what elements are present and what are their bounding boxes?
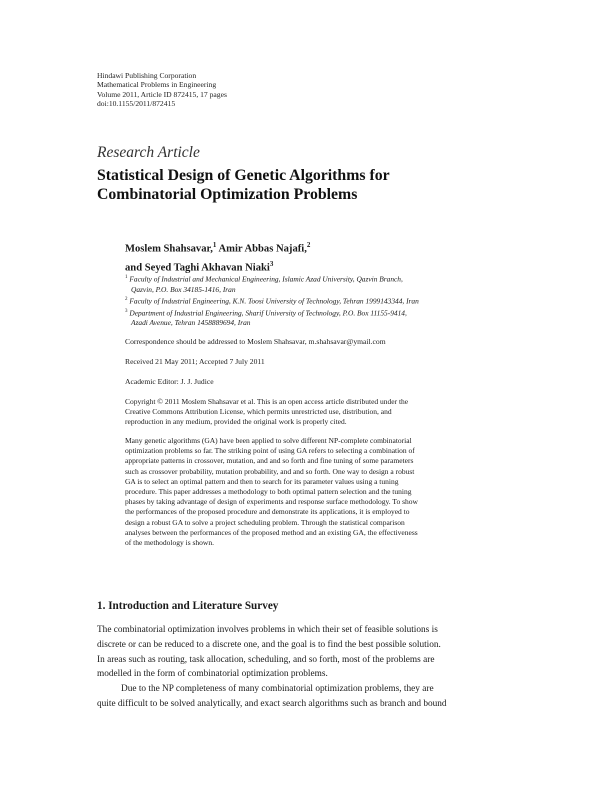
- author-list: [125, 238, 310, 276]
- abstract-line: appropriate patterns in crossover, mutation, and and so forth and fine tuning of some parameters: [125, 456, 414, 466]
- copyright-line: Creative Commons Attribution License, which permits unrestricted use, distribution, and: [125, 407, 392, 417]
- affiliation: [125, 307, 505, 319]
- paper-title: [97, 166, 517, 204]
- journal-header: [97, 71, 227, 109]
- abstract: [125, 436, 503, 548]
- doi: doi:10.1155/2011/872415: [97, 99, 176, 109]
- affiliation: [125, 295, 505, 307]
- affil-text: Faculty of Industrial and Mechanical Engineering, Islamic Azad University, Qazvin Branch,: [129, 274, 403, 284]
- copyright-line: reproduction in any medium, provided the original work is properly cited.: [125, 417, 347, 427]
- abstract-line: the performances of the proposed procedure and demonstrate its applications, it is employed to: [125, 507, 410, 517]
- author-name: Moslem Shahsavar,: [125, 243, 213, 255]
- abstract-line: design a robust GA to solve a project scheduling problem. Through the statistical comparison: [125, 517, 405, 527]
- affil-number: 1: [125, 275, 128, 280]
- affil-number: 2: [125, 296, 128, 302]
- title-line: Statistical Design of Genetic Algorithms for: [97, 167, 390, 184]
- copyright-line: Copyright © 2011 Moslem Shahsavar et al. This is an open access article distributed under the: [125, 397, 409, 406]
- abstract-line: procedure. This paper addresses a methodology to both optimal pattern selection and the tuning: [125, 487, 412, 497]
- journal-name: Mathematical Problems in Engineering: [97, 80, 217, 90]
- affil-marker: 2: [306, 241, 311, 249]
- volume-info: Volume 2011, Article ID 872415, 17 pages: [97, 89, 227, 99]
- author-name: Amir Abbas Najafi,: [216, 243, 307, 255]
- body-line: The combinatorial optimization involves problems in which their set of feasible solutions is: [97, 625, 438, 635]
- academic-editor: Academic Editor: J. J. Judice: [125, 377, 214, 386]
- copyright-notice: [125, 397, 503, 428]
- affil-marker: 3: [269, 260, 274, 269]
- abstract-line: such as crossover probability, mutation probability, and and so forth. One way to design a robust: [125, 466, 415, 476]
- abstract-line: optimization problems so far. The striking point of using GA refers to selecting a combination of: [125, 446, 415, 456]
- affil-marker: 1: [212, 241, 217, 249]
- affiliation-cont: Azadi Avenue, Tehran 1458889694, Iran: [131, 318, 251, 328]
- body-line: In areas such as routing, task allocation, scheduling, and so forth, most of the problems are: [97, 654, 435, 665]
- article-type: Research Article: [97, 144, 200, 161]
- affil-number: 3: [125, 308, 128, 314]
- affiliation-cont: Qazvin, P.O. Box 34185-1416, Iran: [131, 284, 236, 294]
- affil-text: Department of Industrial Engineering, Sharif University of Technology, P.O. Box 11155-9414,: [129, 308, 407, 318]
- abstract-line: analyses between the performances of the proposed method and an existing GA, the effectiveness: [125, 527, 418, 537]
- abstract-line: GA is to select an optimal pattern and then to search for its parameter values using a tuning: [125, 476, 399, 486]
- abstract-line: of the methodology is shown.: [125, 538, 214, 548]
- body-line: modelled in the form of combinatorial optimization problems.: [97, 669, 328, 680]
- body-line: discrete or can be reduced to a discrete one, and the goal is to find the best possible solution.: [97, 639, 441, 650]
- body-line: quite difficult to be solved analytically, and exact search algorithms such as branch and bound: [97, 698, 447, 709]
- abstract-line: Many genetic algorithms (GA) have been applied to solve different NP-complete combinatorial: [125, 436, 412, 445]
- section-heading: 1. Introduction and Literature Survey: [97, 600, 279, 612]
- title-line: Combinatorial Optimization Problems: [97, 186, 358, 203]
- affiliation: [125, 273, 505, 285]
- body-text: [97, 623, 503, 712]
- publisher: Hindawi Publishing Corporation: [97, 71, 197, 80]
- correspondence: Correspondence should be addressed to Moslem Shahsavar, m.shahsavar@ymail.com: [125, 337, 386, 346]
- affil-text: Faculty of Industrial Engineering, K.N. Toosi University of Technology, Tehran 1999143344, Iran: [129, 296, 419, 306]
- abstract-line: phases by taking advantage of design of experiments and response surface methodology. To show: [125, 497, 418, 507]
- author-name: and Seyed Taghi Akhavan Niaki: [125, 262, 270, 274]
- affiliations: [125, 273, 505, 328]
- author-line: [125, 238, 310, 257]
- body-line: Due to the NP completeness of many combinatorial optimization problems, they are: [121, 684, 434, 695]
- received-date: Received 21 May 2011; Accepted 7 July 2011: [125, 357, 265, 366]
